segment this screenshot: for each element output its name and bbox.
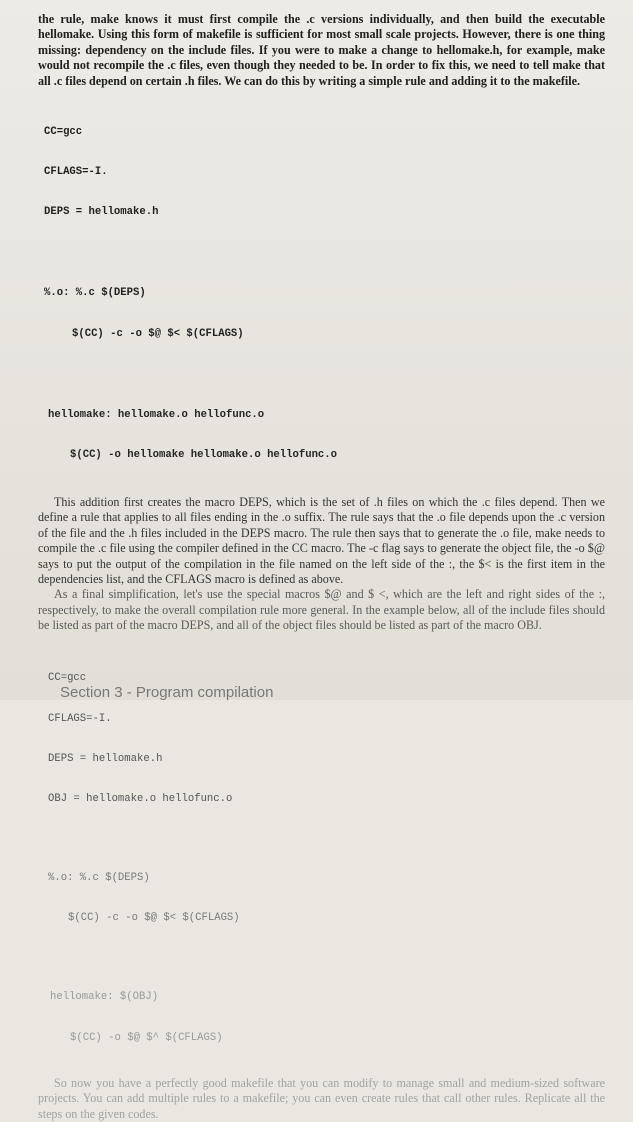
code-line: CFLAGS=-I. (48, 712, 112, 725)
paragraph-intro: the rule, make knows it must first compile the .c versions individually, and then build the executable hellomake. Using this form of makefile is sufficient for most small scale projects. However, there is one thing missing: dependency on the include files. If you were to make a change to hellomake.h, for example, make would not recompile the .c files, even though they needed to be. In order to fix this, we need to tell make that all .c files depend on certain .h files. We can do this by writing a simple rule and adding it to the makefile. (38, 12, 605, 88)
paragraph-summary: So now you have a perfectly good makefile that you can modify to manage small and medium-sized software projects. You can add multiple rules to a makefile; you can even create rules that call other rules. Replicate all the steps on the given codes. (38, 1075, 605, 1121)
code-line: hellomake: $(OBJ) (50, 991, 159, 1004)
code-line: $(CC) -c -o $@ $< $(CFLAGS) (72, 327, 244, 340)
code-line: DEPS = hellomake.h (44, 206, 159, 219)
code-line: %.o: %.c $(DEPS) (48, 872, 150, 885)
code-block-target-rule (48, 382, 605, 489)
code-block-target-rule-2 (50, 965, 605, 1072)
section-heading: Section 3 - Program compilation (60, 684, 274, 701)
code-block-suffix-rule (44, 261, 605, 368)
code-line: OBJ = hellomake.o hellofunc.o (48, 793, 233, 806)
code-block-macros (44, 99, 605, 246)
code-line: $(CC) -o $@ $^ $(CFLAGS) (70, 1031, 223, 1044)
code-line: CC=gcc (48, 672, 87, 685)
code-line: CC=gcc (44, 125, 83, 138)
paragraph-simplification: As a final simplification, let's use the special macros $@ and $ <, which are the left and right sides of the :, respectively, to make the overall compilation rule more general. In the example below, all of the include files should be listed as part of the macro DEPS, and all of the object files should be listed as part of the macro OBJ. (38, 587, 605, 633)
code-line: DEPS = hellomake.h (48, 752, 163, 765)
paragraph-deps-explanation: This addition first creates the macro DEPS, which is the set of .h files on which the .c files depend. Then we define a rule that applies to all files ending in the .o suffix. The rule says that the .o file depends upon the .c version of the file and the .h files included in the DEPS macro. The rule then says that to generate the .o file, make needs to compile the .c file using the compiler defined in the CC macro. The -c flag says to generate the object file, the -o $@ says to put the output of the compilation in the file named on the left side of the :, the $< is the first item in the dependencies list, and the CFLAGS macro is defined as above. (38, 495, 605, 587)
code-line: $(CC) -c -o $@ $< $(CFLAGS) (68, 912, 240, 925)
code-line: hellomake: hellomake.o hellofunc.o (48, 408, 265, 421)
code-line: %.o: %.c $(DEPS) (44, 287, 146, 300)
code-line: CFLAGS=-I. (44, 166, 108, 179)
code-line: $(CC) -o hellomake hellomake.o hellofunc.o (70, 448, 338, 461)
code-block-suffix-rule-2 (48, 845, 605, 952)
code-block-macros-obj (48, 646, 605, 834)
